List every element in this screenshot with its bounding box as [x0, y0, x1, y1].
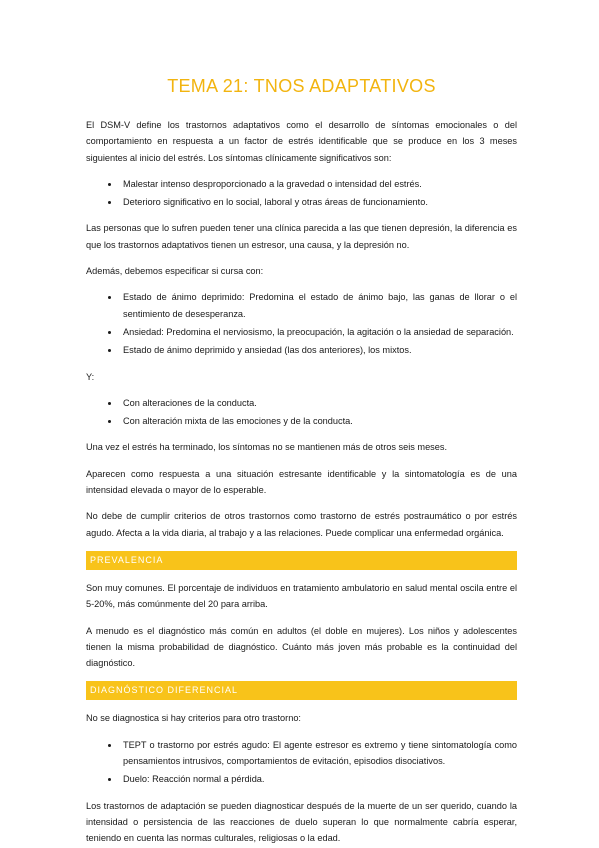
y-paragraph: Y: [86, 371, 95, 382]
criterios-paragraph: No debe de cumplir criterios de otros trastornos como trastorno de estrés postraumático o por estrés agudo. Afecta a la vida diaria, al trabajo y a las relaciones. Puede complicar una enfermedad orgánica. [86, 511, 517, 538]
seis-meses-paragraph: Una vez el estrés ha terminado, los síntomas no se mantienen más de otros seis meses. [86, 442, 448, 453]
page-title: TEMA 21: TNOS ADAPTATIVOS [167, 76, 436, 96]
aparecen-paragraph: Aparecen como respuesta a una situación estresante identificable y la sintomatología es de una intensidad elevada o mayor de lo esperable. [86, 468, 517, 496]
list-item: • TEPT o trastorno por estrés agudo: El agente estresor es extremo y tiene sintomatología como pensamientos intrusivos, comportamientos de evitación, episodios disociativos. [120, 737, 517, 770]
list-item: • Duelo: Reacción normal a pérdida. [120, 771, 517, 787]
section-header-diagnostico: DIAGNÓSTICO DIFERENCIAL [86, 681, 517, 700]
prevalencia-paragraph-2: A menudo es el diagnóstico más común en adultos (el doble en mujeres). Los niños y adolescentes tienen la misma probabilidad de diagnóstico. Cuánto más joven más probable es la continuidad del diagnóstico. [86, 625, 517, 669]
especificar-paragraph: Además, debemos especificar si cursa con: [86, 266, 264, 277]
intro-bullet-list [86, 176, 517, 211]
depresion-paragraph: Las personas que lo sufren pueden tener una clínica parecida a las que tienen depresión, la diferencia es que los trastornos adaptativos tienen un estresor, una causa, y la depresión no. [86, 223, 517, 250]
list-item: • Deterioro significativo en lo social, laboral y otras áreas de funcionamiento. [120, 194, 517, 210]
especificar-bullet-list [86, 289, 517, 358]
intro-paragraph: El DSM-V define los trastornos adaptativos como el desarrollo de síntomas emocionales o del comportamiento en respuesta a un factor de estrés identificable que se produce en los 3 meses siguientes al inicio del estrés. Los síntomas clínicamente significativos son: [86, 120, 517, 163]
list-item: • Ansiedad: Predomina el nerviosismo, la preocupación, la agitación o la ansiedad de separación. [120, 324, 517, 340]
prevalencia-paragraph-1: Son muy comunes. El porcentaje de individuos en tratamiento ambulatorio en salud mental oscila entre el 5-20%, más comúnmente del 20 para arriba. [86, 582, 517, 610]
y-bullet-list [86, 395, 517, 430]
list-item: • Con alteración mixta de las emociones y de la conducta. [120, 413, 517, 429]
list-item: • Malestar intenso desproporcionado a la gravedad o intensidad del estrés. [120, 176, 517, 192]
list-item: • Estado de ánimo deprimido: Predomina el estado de ánimo bajo, las ganas de llorar o el sentimiento de desesperanza. [120, 289, 517, 322]
section-header-prevalencia: PREVALENCIA [86, 551, 517, 570]
diagnostico-paragraph-1: No se diagnostica si hay criterios para otro trastorno: [86, 713, 301, 724]
list-item: • Estado de ánimo deprimido y ansiedad (las dos anteriores), los mixtos. [120, 342, 517, 358]
diagnostico-bullet-list [86, 737, 517, 788]
diagnostico-paragraph-2: Los trastornos de adaptación se pueden diagnosticar después de la muerte de un ser querido, cuando la intensidad o persistencia de las reacciones de duelo superan lo que normalmente cabría esperar, teniendo en cuenta las normas culturales, religiosas o la edad. [86, 800, 517, 844]
list-item: • Con alteraciones de la conducta. [120, 395, 517, 411]
